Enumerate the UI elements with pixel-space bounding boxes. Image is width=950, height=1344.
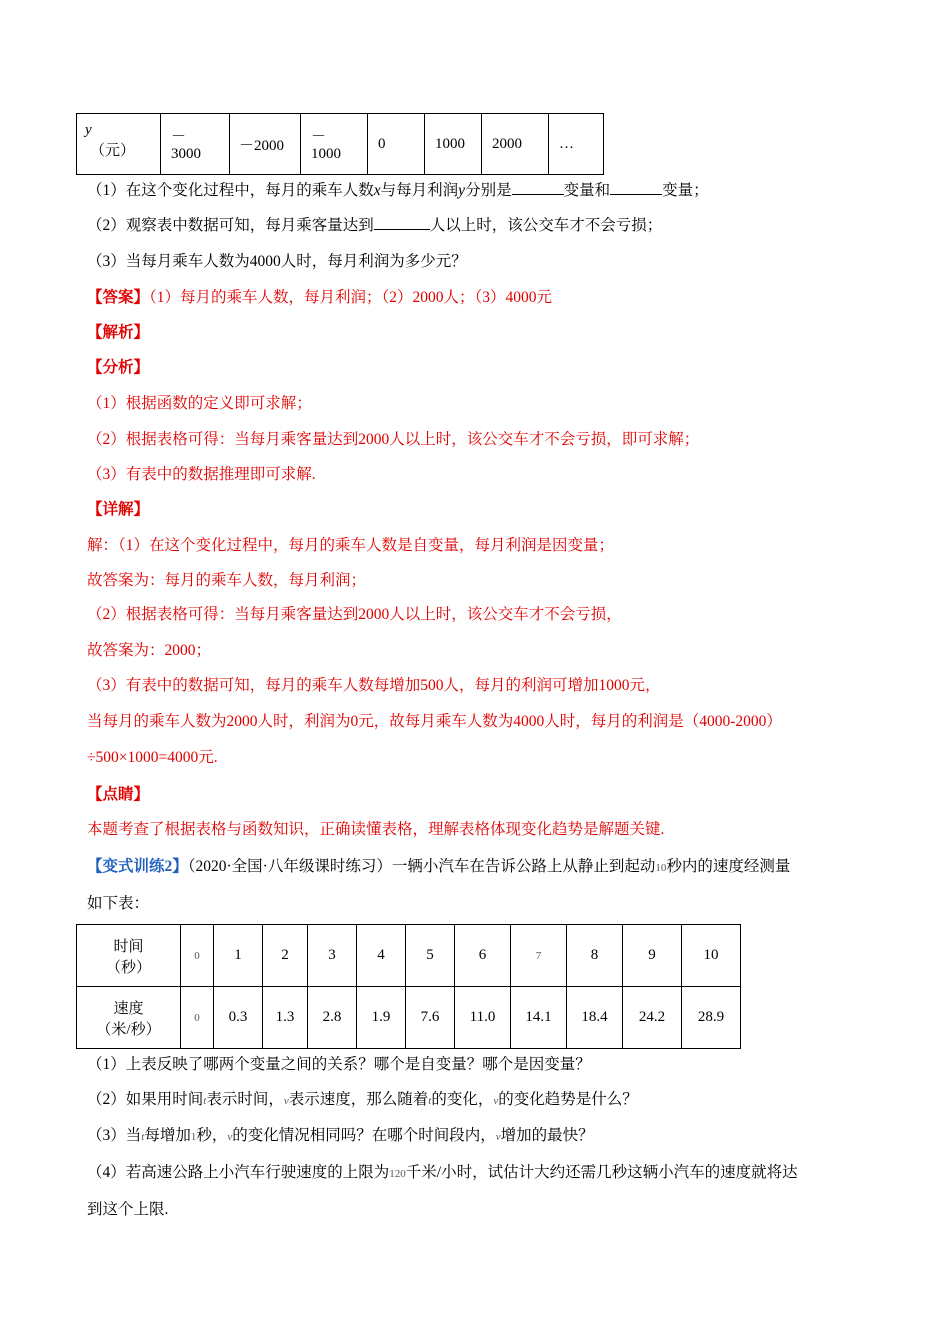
text: （2）观察表中数据可知，每月乘客量达到 <box>87 217 374 234</box>
xiangjie-line: 解：（1）在这个变化过程中，每月的乘车人数是自变量，每月利润是因变量； <box>87 537 615 554</box>
cell-line: 2000 <box>492 135 522 152</box>
variant-intro-2: 如下表： <box>87 895 150 912</box>
table-cell: 10 <box>682 925 741 987</box>
table-cell <box>301 114 368 175</box>
table-cell: 0 <box>181 987 214 1049</box>
text: （2020·全国·八年级课时练习）一辆小汽车在告诉公路上从静止到起动 <box>187 858 656 875</box>
sub-question-4 <box>87 1163 798 1184</box>
text: 表示时间， <box>206 1091 284 1108</box>
table-cell: 1 <box>214 925 263 987</box>
jiexi-label: 【解析】 <box>87 324 150 341</box>
table-cell: 4 <box>357 925 406 987</box>
text: 的变化趋势是什么？ <box>498 1091 638 1108</box>
profit-table <box>76 113 604 175</box>
cell-line: －2000 <box>239 137 285 154</box>
table-cell: 2.8 <box>308 987 357 1049</box>
text: 的变化， <box>431 1091 494 1108</box>
speed-table <box>76 924 741 1049</box>
table-cell <box>549 114 604 175</box>
sub-question-2 <box>87 1090 638 1111</box>
text: 速度 <box>113 1000 144 1017</box>
text: 每增加 <box>144 1127 191 1144</box>
v-variable: v <box>283 1095 289 1107</box>
x-variable: x <box>373 182 381 199</box>
table-cell: 7 <box>511 925 567 987</box>
xiangjie-line: ÷500×1000=4000元. <box>87 749 218 766</box>
dianjing-label: 【点睛】 <box>87 786 150 803</box>
table-cell: 7.6 <box>406 987 455 1049</box>
answer-blank[interactable] <box>374 215 430 230</box>
cell-line: 1000 <box>435 135 465 152</box>
table-cell: 1.9 <box>357 987 406 1049</box>
text: 人以上时，该公交车才不会亏损； <box>429 217 663 234</box>
table-cell: 6 <box>455 925 511 987</box>
number: 10 <box>655 862 667 874</box>
table-cell: 0.3 <box>214 987 263 1049</box>
table-cell: 8 <box>567 925 623 987</box>
v-variable: v <box>495 1131 501 1143</box>
t-variable: t <box>428 1095 432 1107</box>
xiangjie-line: （3）有表中的数据可知，每月的乘车人数每增加500人，每月的利润可增加1000元， <box>87 677 661 694</box>
table-cell: 9 <box>623 925 682 987</box>
variant-intro <box>87 857 790 878</box>
xiangjie-line: 当每月的乘车人数为2000人时，利润为0元，故每月乘车人数为4000人时，每月的利润是（4000-2000） <box>87 713 782 730</box>
fenxi-line: （1）根据函数的定义即可求解； <box>87 395 312 412</box>
unit-label: （元） <box>90 143 136 159</box>
cell-line: 3000 <box>171 146 201 162</box>
table-cell: 14.1 <box>511 987 567 1049</box>
question-1 <box>87 180 709 201</box>
table-cell: 28.9 <box>682 987 741 1049</box>
fenxi-label: 【分析】 <box>87 359 150 376</box>
table-cell <box>425 114 482 175</box>
table-cell: 5 <box>406 925 455 987</box>
table-cell <box>230 114 301 175</box>
answer-blank[interactable] <box>610 180 662 195</box>
answer <box>87 288 552 308</box>
row-header <box>77 925 181 987</box>
text: 秒， <box>196 1127 228 1144</box>
text: 表示速度，那么随着 <box>288 1091 429 1108</box>
text: 变量； <box>662 182 709 199</box>
text: （1）在这个变化过程中，每月的乘车人数 <box>87 182 374 199</box>
table-cell <box>368 114 425 175</box>
text: （米/秒） <box>96 1021 161 1038</box>
number: 1 <box>190 1131 197 1143</box>
table-row <box>77 925 741 987</box>
answer-label: 【答案】 <box>87 289 150 306</box>
fenxi-line: （3）有表中的数据推理即可求解. <box>87 466 316 483</box>
answer-text: （1）每月的乘车人数，每月利润；（2）2000人；（3）4000元 <box>149 289 553 306</box>
t-variable: t <box>141 1131 145 1143</box>
table-cell <box>482 114 549 175</box>
question-2 <box>87 215 662 236</box>
table-cell: 24.2 <box>623 987 682 1049</box>
sub-question-4-cont: 到这个上限. <box>87 1201 169 1218</box>
text: 秒内的速度经测量 <box>666 858 791 875</box>
row-header <box>77 987 181 1049</box>
y-variable: y <box>85 122 92 138</box>
table-cell: 2 <box>263 925 308 987</box>
answer-blank[interactable] <box>512 180 564 195</box>
cell-line: 1000 <box>311 146 341 162</box>
table-row <box>77 987 741 1049</box>
dianjing-text: 本题考查了根据表格与函数知识，正确读懂表格，理解表格体现变化趋势是解题关键. <box>87 821 665 838</box>
sub-question-3 <box>87 1126 594 1147</box>
fenxi-line: （2）根据表格可得：当每月乘客量达到2000人以上时，该公交车才不会亏损，即可求解； <box>87 431 700 448</box>
cell-line: … <box>559 135 574 152</box>
table-cell: 3 <box>308 925 357 987</box>
table-row <box>77 114 604 175</box>
table-cell <box>161 114 230 175</box>
cell-line: 0 <box>378 135 386 152</box>
table-cell: 1.3 <box>263 987 308 1049</box>
sub-question-1: （1）上表反映了哪两个变量之间的关系？哪个是自变量？哪个是因变量？ <box>87 1056 591 1073</box>
text: 的变化情况相同吗？在哪个时间段内， <box>232 1127 496 1144</box>
cell-line: － <box>311 129 327 145</box>
text: 变量和 <box>563 182 611 199</box>
y-variable: y <box>458 182 466 199</box>
cell-line: － <box>171 129 187 145</box>
text: （秒） <box>105 959 151 976</box>
v-variable: v <box>227 1131 233 1143</box>
v-variable: v <box>493 1095 499 1107</box>
text: （2）如果用时间 <box>87 1091 204 1108</box>
number: 120 <box>389 1168 406 1180</box>
xiangjie-label: 【详解】 <box>87 501 150 518</box>
xiangjie-line: （2）根据表格可得：当每月乘客量达到2000人以上时，该公交车才不会亏损， <box>87 606 622 623</box>
table-cell: 0 <box>181 925 214 987</box>
variant-label: 【变式训练2】 <box>87 858 188 875</box>
t-variable: t <box>203 1095 207 1107</box>
table-cell: 11.0 <box>455 987 511 1049</box>
text: 千米/小时，试估计大约还需几秒这辆小汽车的速度就将达 <box>405 1164 798 1181</box>
text: （4）若高速公路上小汽车行驶速度的上限为 <box>87 1164 390 1181</box>
question-3: （3）当每月乘车人数为4000人时，每月利润为多少元？ <box>87 253 467 270</box>
table-header-cell <box>77 114 161 175</box>
text: 与每月利润 <box>380 182 459 199</box>
text: 时间 <box>113 938 144 955</box>
xiangjie-line: 故答案为：每月的乘车人数，每月利润； <box>87 572 367 589</box>
text: 增加的最快？ <box>500 1127 594 1144</box>
text: 分别是 <box>465 182 512 199</box>
text: （3）当 <box>87 1127 142 1144</box>
xiangjie-line: 故答案为：2000； <box>87 642 212 659</box>
table-cell: 18.4 <box>567 987 623 1049</box>
